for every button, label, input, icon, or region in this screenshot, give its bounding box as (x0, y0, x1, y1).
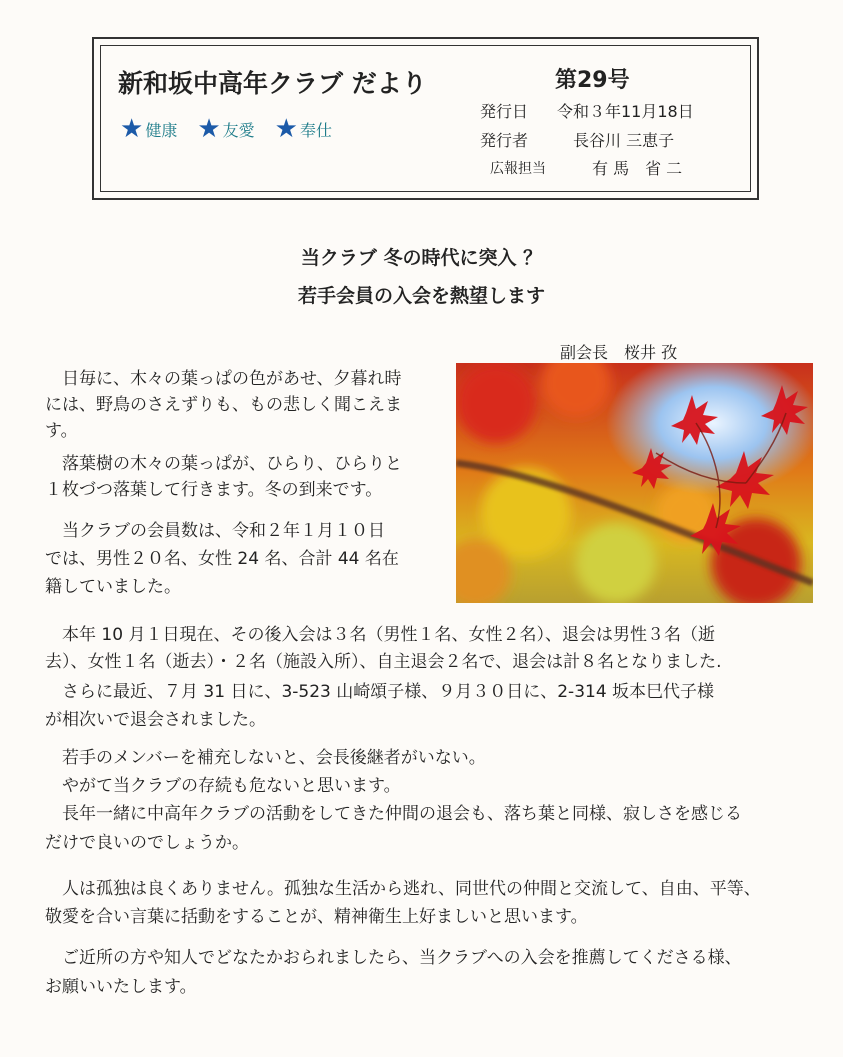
motto-item (275, 116, 332, 142)
motto-list (120, 116, 332, 142)
headline-line-1: 当クラブ 冬の時代に突入 ？ (300, 247, 543, 269)
article-text-line: 敬愛を合い言葉に括動をすることが、精神衛生上好ましいと思います。 (45, 907, 588, 927)
article-text-line: 長年一緒に中高年クラブの活動をしてきた仲間の退会も、落ち葉と同様、寂しさを感じる (45, 804, 742, 824)
article-text-line: １枚づつ落葉して行きます。冬の到来です。 (45, 480, 383, 500)
autumn-maple-leaves-photo (456, 363, 813, 603)
article-author: 副会長 桜井 孜 (560, 343, 678, 362)
star-icon: ★ (120, 114, 144, 144)
issue-number: 第29号 (555, 68, 630, 93)
motto-label: 健康 (145, 120, 178, 140)
article-text-line: には、野鳥のさえずりも、もの悲しく聞こえま (45, 395, 402, 415)
article-text-line: 日毎に、木々の葉っぱの色があせ、夕暮れ時 (45, 369, 402, 389)
article-text-line: お願いいたします。 (45, 977, 197, 997)
article-text-line: す。 (45, 421, 78, 441)
article-text-line: が相次いで退会されました。 (45, 710, 266, 730)
motto-label: 友愛 (222, 120, 255, 140)
pr-officer-name: 有 馬 省 二 (592, 159, 683, 178)
motto-label: 奉仕 (299, 120, 332, 140)
article-text-line: 籍していました。 (45, 577, 181, 597)
article-text-line: 本年 10 月１日現在、その後入会は３名（男性１名、女性２名）、退会は男性３名（逝 (45, 625, 715, 645)
motto-item (197, 116, 254, 142)
article-text-line: 落葉樹の木々の葉っぱが、ひらり、ひらりと (45, 454, 402, 474)
publisher-name: 長谷川 三恵子 (573, 131, 675, 150)
headline-line-2: 若手会員の入会を熱望します (297, 285, 545, 307)
star-icon: ★ (197, 114, 221, 144)
article-text-line: 人は孤独は良くありません。孤独な生活から逃れ、同世代の仲間と交流して、自由、平等、 (45, 879, 761, 899)
star-icon: ★ (274, 114, 298, 144)
issue-date-label: 発行日 (480, 102, 529, 121)
issue-date-value: 令和３年11月18日 (557, 102, 694, 121)
article-text-line: 当クラブの会員数は、令和２年１月１０日 (45, 521, 385, 541)
article-text-line: やがて当クラブの存続も危ないと思います。 (45, 776, 401, 796)
pr-officer-label: 広報担当 (490, 161, 546, 177)
article-text-line: さらに最近、７月 31 日に、3-523 山崎頌子様、９月３０日に、2-314 坂本巳代子様 (45, 682, 715, 702)
article-text-line: だけで良いのでしょうか。 (45, 833, 249, 853)
article-text-line: ご近所の方や知人でどなたかおられましたら、当クラブへの入会を推薦してくださる様、 (45, 948, 742, 968)
newsletter-title: 新和坂中高年クラブ だより (118, 69, 427, 98)
motto-item (120, 116, 177, 142)
publisher-label: 発行者 (480, 131, 529, 150)
article-text-line: では、男性２０名、女性 24 名、合計 44 名在 (45, 549, 399, 569)
article-text-line: 若手のメンバーを補充しないと、会長後継者がいない。 (45, 748, 486, 768)
article-text-line: 去）、女性１名（逝去）・２名（施設入所）、自主退会２名で、退会は計８名となりました. (45, 652, 722, 672)
